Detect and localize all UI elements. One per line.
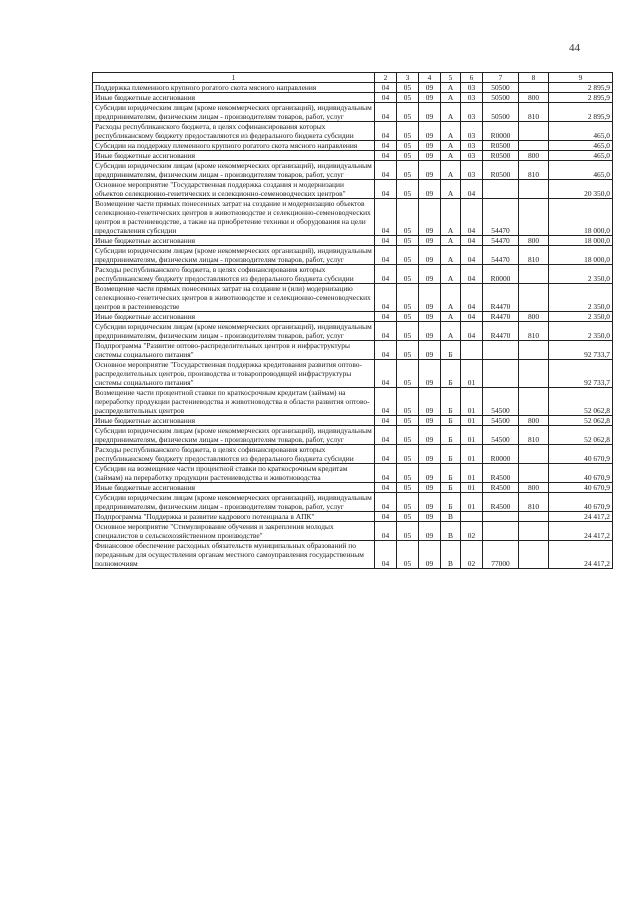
section-code-cell: 04	[375, 141, 397, 151]
row-name-cell: Иные бюджетные ассигнования	[93, 312, 375, 322]
program-code-cell: 09	[419, 388, 441, 416]
row-name-cell: Основное мероприятие "Государственная поддержка создания и модернизации объектов селекционно-генетических и селекционно-семеноводческих центров"	[93, 180, 375, 199]
header-cell: 8	[519, 73, 549, 83]
subsection-code-cell: 05	[397, 236, 419, 246]
program-code-cell: 09	[419, 464, 441, 483]
section-code-cell: 04	[375, 265, 397, 284]
program-code-cell: 09	[419, 180, 441, 199]
subprogram-code-cell: Б	[441, 445, 461, 464]
subsection-code-cell: 05	[397, 341, 419, 360]
subsection-code-cell: 05	[397, 312, 419, 322]
row-name-cell: Иные бюджетные ассигнования	[93, 93, 375, 103]
direction-code-cell: R0000	[483, 265, 519, 284]
row-name-cell: Расходы республиканского бюджета, в целях софинансирования которых республиканскому бюджету предоставляются из федерального бюджета субсидии	[93, 265, 375, 284]
section-code-cell: 04	[375, 284, 397, 312]
direction-code-cell: 50500	[483, 93, 519, 103]
program-code-cell: 09	[419, 483, 441, 493]
expense-type-cell: 800	[519, 93, 549, 103]
header-cell: 2	[375, 73, 397, 83]
amount-cell: 52 062,8	[549, 388, 613, 416]
table-row	[93, 464, 613, 483]
program-code-cell: 09	[419, 151, 441, 161]
table-row	[93, 426, 613, 445]
row-name-cell: Иные бюджетные ассигнования	[93, 151, 375, 161]
subsection-code-cell: 05	[397, 93, 419, 103]
row-name-cell: Подпрограмма "Поддержка и развитие кадрового потенциала в АПК"	[93, 512, 375, 522]
section-code-cell: 04	[375, 426, 397, 445]
program-code-cell: 09	[419, 522, 441, 541]
event-code-cell: 03	[461, 93, 483, 103]
direction-code-cell: 54470	[483, 246, 519, 265]
table-row	[93, 199, 613, 236]
subprogram-code-cell: А	[441, 180, 461, 199]
subprogram-code-cell: А	[441, 141, 461, 151]
section-code-cell: 04	[375, 522, 397, 541]
direction-code-cell	[483, 180, 519, 199]
subsection-code-cell: 05	[397, 322, 419, 341]
expense-type-cell	[519, 284, 549, 312]
expense-type-cell: 800	[519, 151, 549, 161]
header-cell: 5	[441, 73, 461, 83]
expense-type-cell	[519, 388, 549, 416]
subprogram-code-cell: А	[441, 103, 461, 122]
subprogram-code-cell: А	[441, 199, 461, 236]
subsection-code-cell: 05	[397, 284, 419, 312]
row-name-cell: Основное мероприятие "Государственная поддержка кредитования развития оптово- распределительных центров, производства и товаропроводящей инфраструктуры системы социального питания"	[93, 360, 375, 388]
page-number: 44	[569, 42, 580, 54]
amount-cell: 24 417,2	[549, 541, 613, 569]
program-code-cell: 09	[419, 83, 441, 93]
table-row	[93, 141, 613, 151]
direction-code-cell	[483, 360, 519, 388]
subprogram-code-cell: А	[441, 312, 461, 322]
row-name-cell: Субсидии юридическим лицам (кроме некоммерческих организаций), индивидуальным предпринимателям, физическим лицам - производителям товаров, работ, услуг	[93, 426, 375, 445]
section-code-cell: 04	[375, 322, 397, 341]
amount-cell: 2 895,9	[549, 93, 613, 103]
amount-cell: 2 350,0	[549, 284, 613, 312]
table-row	[93, 151, 613, 161]
direction-code-cell: R0000	[483, 122, 519, 141]
row-name-cell: Расходы республиканского бюджета, в целях софинансирования которых республиканскому бюджету предоставляются из федерального бюджета субсидии	[93, 445, 375, 464]
subprogram-code-cell: Б	[441, 388, 461, 416]
subsection-code-cell: 05	[397, 360, 419, 388]
table-row	[93, 103, 613, 122]
expense-type-cell: 810	[519, 493, 549, 512]
expense-type-cell	[519, 445, 549, 464]
direction-code-cell	[483, 512, 519, 522]
subprogram-code-cell: Б	[441, 360, 461, 388]
program-code-cell: 09	[419, 445, 441, 464]
program-code-cell: 09	[419, 236, 441, 246]
subprogram-code-cell: А	[441, 93, 461, 103]
subprogram-code-cell: Б	[441, 493, 461, 512]
subprogram-code-cell: В	[441, 541, 461, 569]
program-code-cell: 09	[419, 284, 441, 312]
direction-code-cell: R4500	[483, 464, 519, 483]
section-code-cell: 04	[375, 246, 397, 265]
subprogram-code-cell: А	[441, 122, 461, 141]
section-code-cell: 04	[375, 483, 397, 493]
direction-code-cell: R4470	[483, 312, 519, 322]
subprogram-code-cell: Б	[441, 416, 461, 426]
table-row	[93, 493, 613, 512]
table-row	[93, 541, 613, 569]
event-code-cell	[461, 512, 483, 522]
section-code-cell: 04	[375, 83, 397, 93]
row-name-cell: Основное мероприятие "Стимулирование обучения и закрепления молодых специалистов в сельскохозяйственном производстве"	[93, 522, 375, 541]
subprogram-code-cell: Б	[441, 483, 461, 493]
expense-type-cell: 810	[519, 246, 549, 265]
expense-type-cell	[519, 512, 549, 522]
row-name-cell: Субсидии на возмещение части процентной ставки по краткосрочным кредитам (займам) на переработку продукции растениеводства и животноводства	[93, 464, 375, 483]
subsection-code-cell: 05	[397, 151, 419, 161]
amount-cell: 52 062,8	[549, 426, 613, 445]
expense-type-cell: 800	[519, 416, 549, 426]
subprogram-code-cell: А	[441, 322, 461, 341]
subsection-code-cell: 05	[397, 199, 419, 236]
event-code-cell: 04	[461, 236, 483, 246]
header-cell: 1	[93, 73, 375, 83]
table-row	[93, 512, 613, 522]
event-code-cell: 01	[461, 445, 483, 464]
subsection-code-cell: 05	[397, 522, 419, 541]
expense-type-cell	[519, 360, 549, 388]
table-row	[93, 322, 613, 341]
expense-type-cell: 810	[519, 161, 549, 180]
row-name-cell: Иные бюджетные ассигнования	[93, 416, 375, 426]
amount-cell: 2 895,9	[549, 103, 613, 122]
header-cell: 3	[397, 73, 419, 83]
event-code-cell: 04	[461, 284, 483, 312]
subsection-code-cell: 05	[397, 541, 419, 569]
expense-type-cell	[519, 199, 549, 236]
subprogram-code-cell: А	[441, 284, 461, 312]
event-code-cell: 02	[461, 522, 483, 541]
expense-type-cell	[519, 464, 549, 483]
direction-code-cell: R4470	[483, 322, 519, 341]
program-code-cell: 09	[419, 265, 441, 284]
event-code-cell: 01	[461, 360, 483, 388]
event-code-cell: 01	[461, 483, 483, 493]
subsection-code-cell: 05	[397, 265, 419, 284]
section-code-cell: 04	[375, 360, 397, 388]
expense-type-cell	[519, 522, 549, 541]
event-code-cell: 01	[461, 493, 483, 512]
program-code-cell: 09	[419, 341, 441, 360]
amount-cell: 40 670,9	[549, 445, 613, 464]
row-name-cell: Возмещение части прямых понесенных затрат на создание и модернизацию объектов селекционно-генетических центров в животноводстве и селекционно-семеноводческих центров в растениеводстве, а также на приобретение техники и оборудования на цели предоставления субсидии	[93, 199, 375, 236]
row-name-cell: Расходы республиканского бюджета, в целях софинансирования которых республиканскому бюджету предоставляются из федерального бюджета субсидии	[93, 122, 375, 141]
expense-type-cell	[519, 141, 549, 151]
amount-cell: 92 733,7	[549, 341, 613, 360]
program-code-cell: 09	[419, 93, 441, 103]
program-code-cell: 09	[419, 426, 441, 445]
program-code-cell: 09	[419, 122, 441, 141]
subsection-code-cell: 05	[397, 103, 419, 122]
table-row	[93, 236, 613, 246]
program-code-cell: 09	[419, 246, 441, 265]
row-name-cell: Субсидии юридическим лицам (кроме некоммерческих организаций), индивидуальным предпринимателям, физическим лицам - производителям товаров, работ, услуг	[93, 322, 375, 341]
event-code-cell: 03	[461, 83, 483, 93]
expense-type-cell	[519, 180, 549, 199]
subprogram-code-cell: А	[441, 161, 461, 180]
table-row	[93, 341, 613, 360]
event-code-cell: 01	[461, 464, 483, 483]
direction-code-cell: 50500	[483, 83, 519, 93]
expense-type-cell	[519, 341, 549, 360]
subprogram-code-cell: Б	[441, 341, 461, 360]
program-code-cell: 09	[419, 199, 441, 236]
section-code-cell: 04	[375, 541, 397, 569]
row-name-cell: Субсидии юридическим лицам (кроме некоммерческих организаций), индивидуальным предпринимателям, физическим лицам - производителям товаров, работ, услуг	[93, 103, 375, 122]
header-cell: 4	[419, 73, 441, 83]
row-name-cell: Поддержка племенного крупного рогатого скота мясного направления	[93, 83, 375, 93]
subprogram-code-cell: А	[441, 83, 461, 93]
direction-code-cell: R0500	[483, 141, 519, 151]
table-row	[93, 161, 613, 180]
event-code-cell: 04	[461, 265, 483, 284]
event-code-cell: 03	[461, 151, 483, 161]
direction-code-cell: R4500	[483, 493, 519, 512]
amount-cell: 18 000,0	[549, 236, 613, 246]
amount-cell: 2 350,0	[549, 322, 613, 341]
program-code-cell: 09	[419, 541, 441, 569]
amount-cell: 52 062,8	[549, 416, 613, 426]
expense-type-cell: 800	[519, 312, 549, 322]
amount-cell: 465,0	[549, 141, 613, 151]
amount-cell: 2 350,0	[549, 312, 613, 322]
event-code-cell: 04	[461, 180, 483, 199]
expense-type-cell: 800	[519, 483, 549, 493]
program-code-cell: 09	[419, 493, 441, 512]
expense-type-cell	[519, 265, 549, 284]
event-code-cell: 04	[461, 246, 483, 265]
table-row	[93, 265, 613, 284]
table-row	[93, 284, 613, 312]
subsection-code-cell: 05	[397, 464, 419, 483]
expense-type-cell	[519, 541, 549, 569]
subsection-code-cell: 05	[397, 122, 419, 141]
direction-code-cell: R0000	[483, 445, 519, 464]
direction-code-cell: 50500	[483, 103, 519, 122]
subsection-code-cell: 05	[397, 416, 419, 426]
event-code-cell: 04	[461, 312, 483, 322]
event-code-cell	[461, 341, 483, 360]
subprogram-code-cell: Б	[441, 426, 461, 445]
direction-code-cell: 54470	[483, 199, 519, 236]
section-code-cell: 04	[375, 180, 397, 199]
table-body	[93, 83, 613, 569]
section-code-cell: 04	[375, 161, 397, 180]
table-row	[93, 246, 613, 265]
direction-code-cell: R0500	[483, 161, 519, 180]
direction-code-cell: 54500	[483, 416, 519, 426]
program-code-cell: 09	[419, 360, 441, 388]
subprogram-code-cell: В	[441, 522, 461, 541]
subsection-code-cell: 05	[397, 83, 419, 93]
subsection-code-cell: 05	[397, 141, 419, 151]
amount-cell: 40 670,9	[549, 493, 613, 512]
direction-code-cell: R4470	[483, 284, 519, 312]
row-name-cell: Субсидии юридическим лицам (кроме некоммерческих организаций), индивидуальным предпринимателям, физическим лицам - производителям товаров, работ, услуг	[93, 161, 375, 180]
expense-type-cell: 800	[519, 236, 549, 246]
program-code-cell: 09	[419, 141, 441, 151]
table-row	[93, 312, 613, 322]
subsection-code-cell: 05	[397, 493, 419, 512]
amount-cell: 92 733,7	[549, 360, 613, 388]
amount-cell: 2 895,9	[549, 83, 613, 93]
subprogram-code-cell: Б	[441, 464, 461, 483]
event-code-cell: 04	[461, 322, 483, 341]
table-row	[93, 180, 613, 199]
section-code-cell: 04	[375, 151, 397, 161]
header-cell: 9	[549, 73, 613, 83]
event-code-cell: 01	[461, 388, 483, 416]
table-row	[93, 522, 613, 541]
program-code-cell: 09	[419, 512, 441, 522]
row-name-cell: Подпрограмма "Развитие оптово-распределительных центров и инфраструктуры системы социального питания"	[93, 341, 375, 360]
row-name-cell: Субсидии на поддержку племенного крупного рогатого скота мясного направления	[93, 141, 375, 151]
expense-type-cell: 810	[519, 103, 549, 122]
table-row	[93, 416, 613, 426]
section-code-cell: 04	[375, 464, 397, 483]
amount-cell: 40 670,9	[549, 483, 613, 493]
subsection-code-cell: 05	[397, 161, 419, 180]
expense-type-cell: 810	[519, 426, 549, 445]
direction-code-cell: R4500	[483, 483, 519, 493]
row-name-cell: Субсидии юридическим лицам (кроме некоммерческих организаций), индивидуальным предпринимателям, физическим лицам - производителям товаров, работ, услуг	[93, 493, 375, 512]
direction-code-cell: 54500	[483, 426, 519, 445]
direction-code-cell: 77000	[483, 541, 519, 569]
program-code-cell: 09	[419, 103, 441, 122]
subprogram-code-cell: А	[441, 265, 461, 284]
event-code-cell: 03	[461, 122, 483, 141]
section-code-cell: 04	[375, 93, 397, 103]
event-code-cell: 03	[461, 141, 483, 151]
table-row	[93, 388, 613, 416]
subsection-code-cell: 05	[397, 445, 419, 464]
program-code-cell: 09	[419, 161, 441, 180]
section-code-cell: 04	[375, 122, 397, 141]
event-code-cell: 01	[461, 416, 483, 426]
subsection-code-cell: 05	[397, 426, 419, 445]
table-row	[93, 93, 613, 103]
table-row	[93, 122, 613, 141]
row-name-cell: Субсидии юридическим лицам (кроме некоммерческих организаций), индивидуальным предпринимателям, физическим лицам - производителям товаров, работ, услуг	[93, 246, 375, 265]
direction-code-cell: 54470	[483, 236, 519, 246]
program-code-cell: 09	[419, 312, 441, 322]
row-name-cell: Возмещение части прямых понесенных затрат на создание и (или) модернизацию селекционно-генетических центров в животноводстве и селекционно-семеноводческих центров в растениеводстве	[93, 284, 375, 312]
amount-cell: 24 417,2	[549, 512, 613, 522]
program-code-cell: 09	[419, 322, 441, 341]
row-name-cell: Финансовое обеспечение расходных обязательств муниципальных образований по переданным для осуществления органам местного самоуправления государственным полномочиям	[93, 541, 375, 569]
direction-code-cell: 54500	[483, 388, 519, 416]
table-row	[93, 445, 613, 464]
expense-type-cell	[519, 83, 549, 93]
table-row	[93, 360, 613, 388]
budget-table	[92, 72, 613, 569]
event-code-cell: 03	[461, 103, 483, 122]
section-code-cell: 04	[375, 199, 397, 236]
table-row	[93, 483, 613, 493]
expense-type-cell	[519, 122, 549, 141]
amount-cell: 20 350,0	[549, 180, 613, 199]
subsection-code-cell: 05	[397, 246, 419, 265]
section-code-cell: 04	[375, 341, 397, 360]
expense-type-cell: 810	[519, 322, 549, 341]
header-cell: 7	[483, 73, 519, 83]
section-code-cell: 04	[375, 388, 397, 416]
event-code-cell: 03	[461, 161, 483, 180]
subprogram-code-cell: А	[441, 236, 461, 246]
row-name-cell: Возмещение части процентной ставки по краткосрочным кредитам (займам) на переработку продукции растениеводства и животноводства в области развития оптово-распределительных центров	[93, 388, 375, 416]
section-code-cell: 04	[375, 445, 397, 464]
amount-cell: 24 417,2	[549, 522, 613, 541]
header-cell: 6	[461, 73, 483, 83]
amount-cell: 18 000,0	[549, 199, 613, 236]
table-row	[93, 83, 613, 93]
section-code-cell: 04	[375, 236, 397, 246]
subsection-code-cell: 05	[397, 483, 419, 493]
section-code-cell: 04	[375, 512, 397, 522]
amount-cell: 465,0	[549, 122, 613, 141]
direction-code-cell: R0500	[483, 151, 519, 161]
row-name-cell: Иные бюджетные ассигнования	[93, 236, 375, 246]
subsection-code-cell: 05	[397, 512, 419, 522]
amount-cell: 465,0	[549, 151, 613, 161]
event-code-cell: 02	[461, 541, 483, 569]
amount-cell: 40 670,9	[549, 464, 613, 483]
header-row	[93, 73, 613, 83]
subprogram-code-cell: А	[441, 246, 461, 265]
amount-cell: 2 350,0	[549, 265, 613, 284]
section-code-cell: 04	[375, 103, 397, 122]
section-code-cell: 04	[375, 312, 397, 322]
subprogram-code-cell: В	[441, 512, 461, 522]
program-code-cell: 09	[419, 416, 441, 426]
subsection-code-cell: 05	[397, 180, 419, 199]
amount-cell: 465,0	[549, 161, 613, 180]
subsection-code-cell: 05	[397, 388, 419, 416]
row-name-cell: Иные бюджетные ассигнования	[93, 483, 375, 493]
subprogram-code-cell: А	[441, 151, 461, 161]
direction-code-cell	[483, 522, 519, 541]
section-code-cell: 04	[375, 493, 397, 512]
section-code-cell: 04	[375, 416, 397, 426]
event-code-cell: 01	[461, 426, 483, 445]
event-code-cell: 04	[461, 199, 483, 236]
amount-cell: 18 000,0	[549, 246, 613, 265]
direction-code-cell	[483, 341, 519, 360]
